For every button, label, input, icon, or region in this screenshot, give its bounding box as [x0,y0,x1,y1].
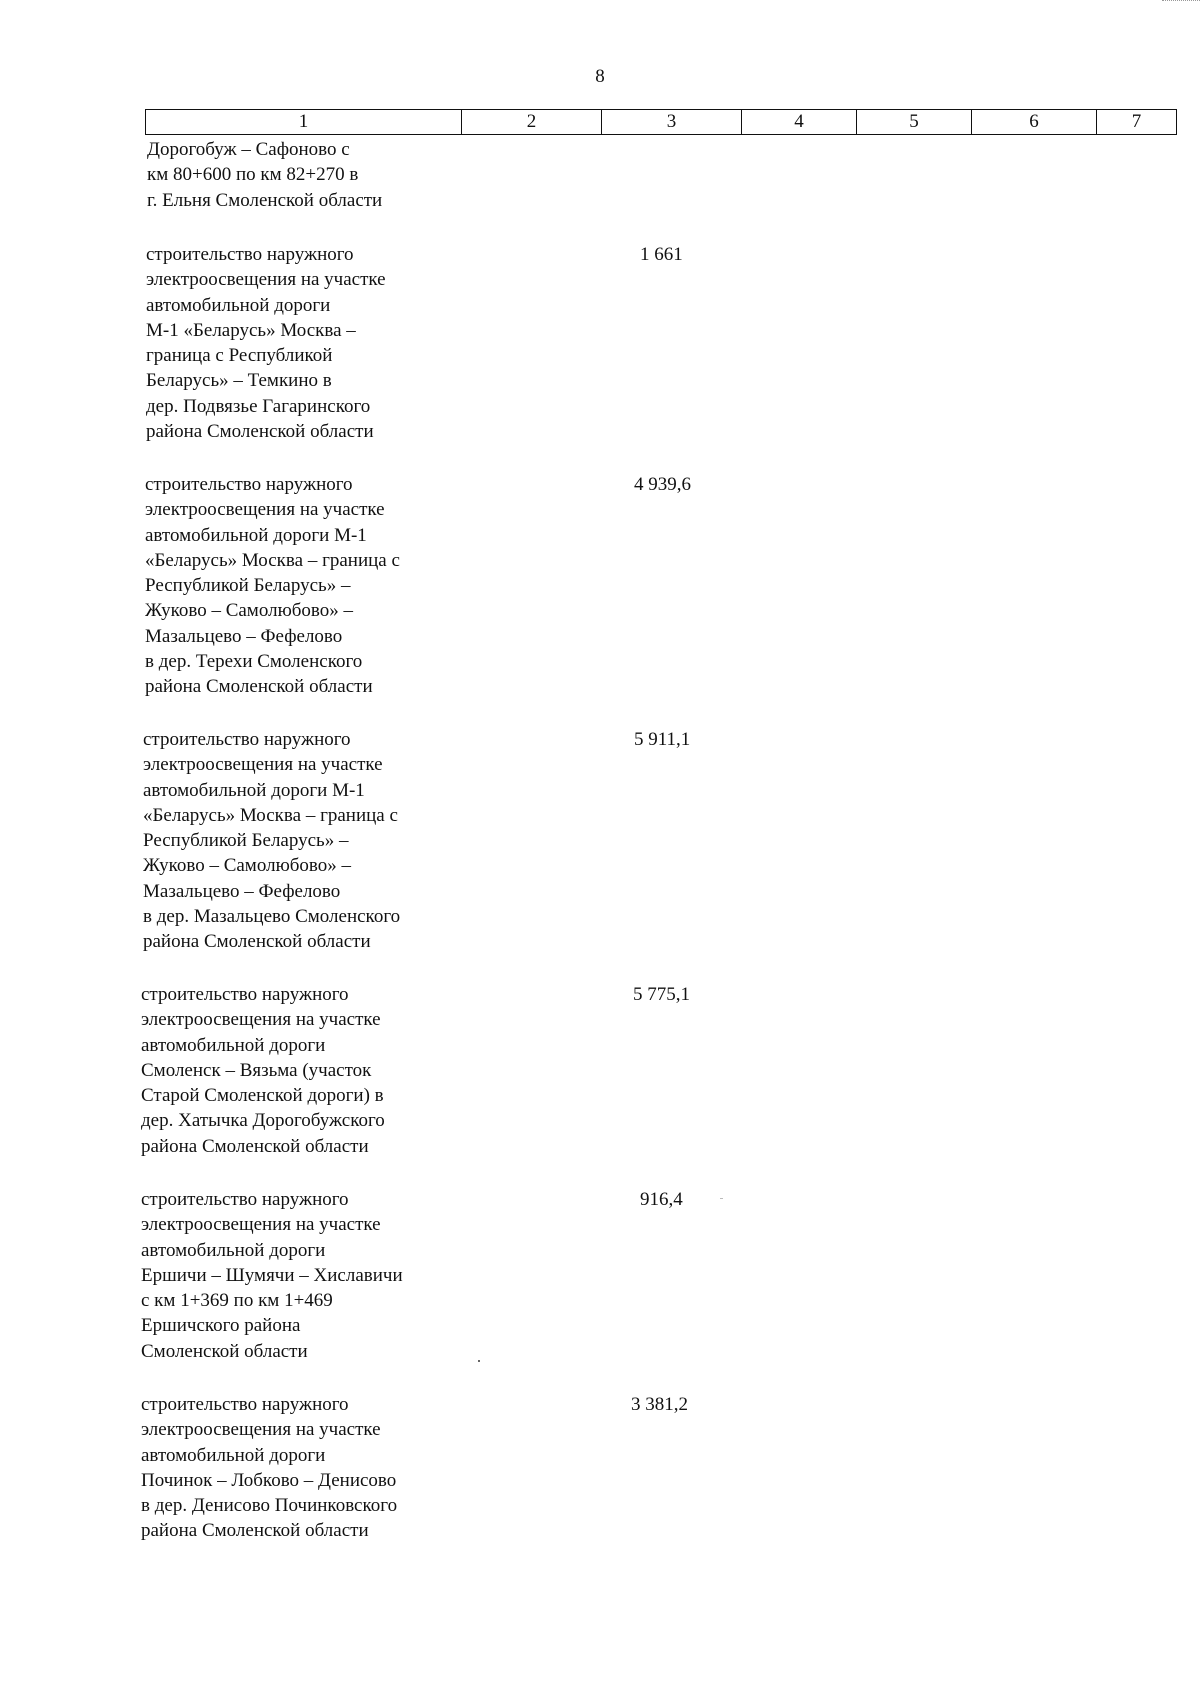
column-number-3: 3 [602,110,742,135]
column-header-table [145,109,1177,135]
scan-speck [720,1198,723,1199]
column-number-1: 1 [298,111,309,132]
entry-amount: 916,4 [640,1189,683,1210]
column-number-5: 5 [857,110,972,135]
corner-scan-mark [1162,0,1200,4]
entry-description: строительство наружного электроосвещения на участке автомобильной дороги Ершичи – Шумячи – Хиславичи с км 1+369 по км 1+469 Ершичского района Смоленской области [141,1189,403,1362]
column-number-row [146,110,1177,135]
scan-speck [478,1360,480,1362]
page-number: 8 [595,66,605,87]
entry-description: строительство наружного электроосвещения на участке автомобильной дороги М-1 «Беларусь» Москва – граница с Республикой Беларусь» – Жуково – Самолюбово» – Мазальцево – Фефелово в дер. Мазальцево Смоленского района Смоленской области [143,729,401,953]
column-number-6: 6 [972,110,1097,135]
entry-amount: 4 939,6 [634,474,691,495]
entry-amount: 3 381,2 [631,1394,688,1415]
entry-description: строительство наружного электроосвещения на участке автомобильной дороги М-1 «Беларусь» Москва – граница с Республикой Беларусь» – Жуково – Самолюбово» – Мазальцево – Фефелово в дер. Терехи Смоленского района Смоленской области [145,474,400,698]
entry-amount: 5 775,1 [633,984,690,1005]
entry-description: строительство наружного электроосвещения на участке автомобильной дороги Починок – Лобково – Денисово в дер. Денисово Починковского района Смоленской области [141,1394,398,1542]
column-number-2: 2 [462,110,602,135]
entry-description: строительство наружного электроосвещения на участке автомобильной дороги М-1 «Беларусь» Москва – граница с Республикой Беларусь» – Темкино в дер. Подвязье Гагаринского района Смоленской области [146,244,386,443]
entry-amount: 1 661 [640,244,683,265]
entry-description: строительство наружного электроосвещения на участке автомобильной дороги Смоленск – Вязьма (участок Старой Смоленской дороги) в дер. Хатычка Дорогобужского района Смоленской области [141,984,385,1157]
entry-amount: 5 911,1 [634,729,691,750]
entry-description: Дорогобуж – Сафоново с км 80+600 по км 82+270 в г. Ельня Смоленской области [147,139,383,211]
column-number-4: 4 [742,110,857,135]
column-number-7: 7 [1097,110,1177,135]
